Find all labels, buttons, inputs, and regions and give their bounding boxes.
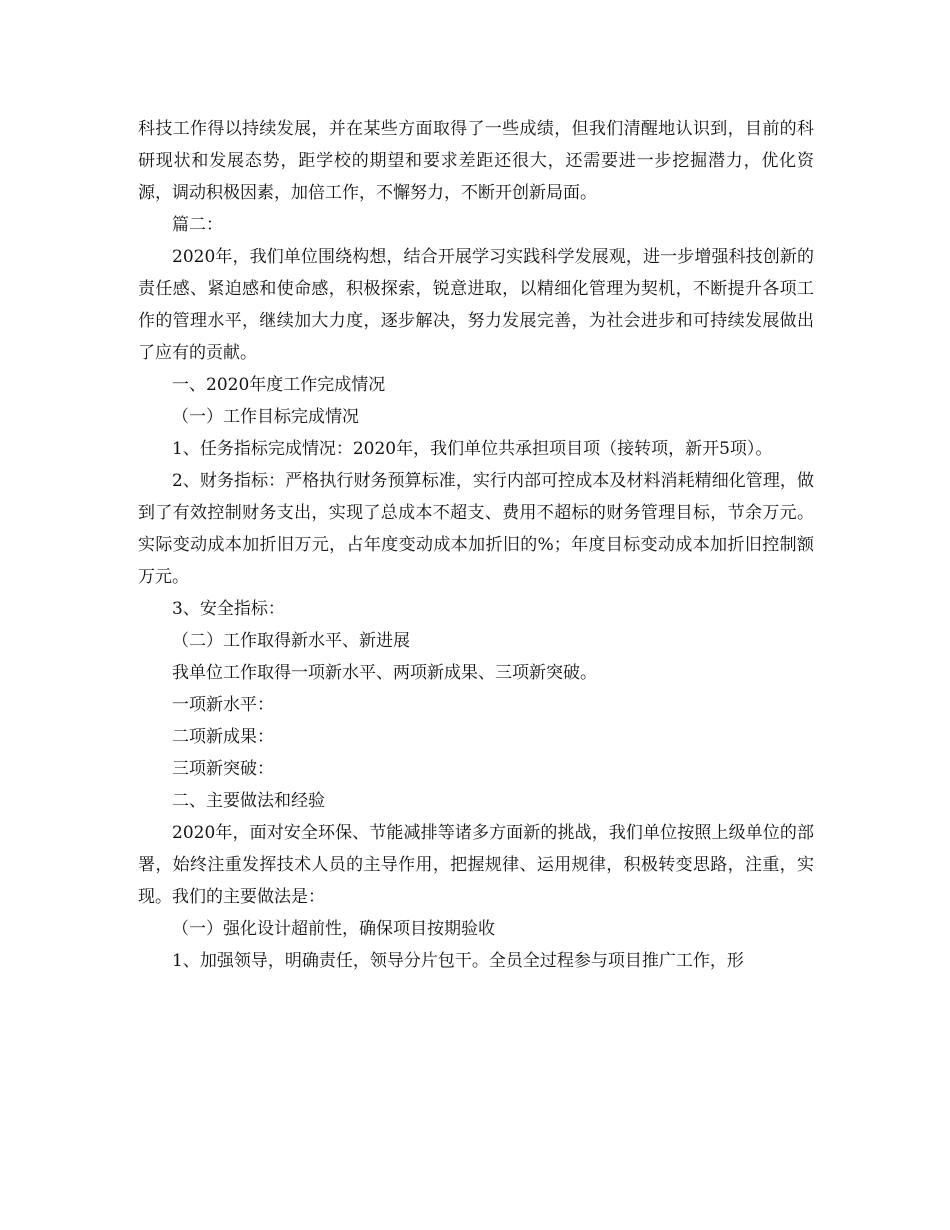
heading-practices: 二、主要做法和经验	[172, 791, 325, 811]
paragraph-intro: 2020年，我们单位围绕构想，结合开展学习实践科学发展观，进一步增强科技创新的责任感、紧迫感和使命感，积极探索，锐意进取，以精细化管理为契机，不断提升各项工作的管理水平，继续加大力度，逐步解决，努力发展完善，为社会进步和可持续发展做出了应有的贡献。	[138, 247, 814, 363]
subheading-new-progress: （二）工作取得新水平、新进展	[172, 631, 410, 651]
label-new-breakthroughs: 三项新突破：	[172, 759, 274, 779]
document-body	[138, 113, 814, 977]
subheading-work-goals: （一）工作目标完成情况	[172, 407, 359, 427]
paragraph-continuation: 科技工作得以持续发展，并在某些方面取得了一些成绩，但我们清醒地认识到，目前的科研现状和发展态势，距学校的期望和要求差距还很大，还需要进一步挖掘潜力，优化资源，调动积极因素，加倍工作，不懈努力，不断开创新局面。	[138, 119, 814, 203]
paragraph-practices: 2020年，面对安全环保、节能减排等诸多方面新的挑战，我们单位按照上级单位的部署，始终注重发挥技术人员的主导作用，把握规律、运用规律，积极转变思路，注重，实现。我们的主要做法是：	[138, 823, 814, 907]
item-safety-indicators: 3、安全指标：	[172, 599, 285, 619]
item-financial-indicators: 2、财务指标：严格执行财务预算标准，实行内部可控成本及材料消耗精细化管理，做到了有效控制财务支出，实现了总成本不超支、费用不超标的财务管理目标，节余万元。实际变动成本加折旧万元，占年度变动成本加折旧的%；年度目标变动成本加折旧控制额万元。	[138, 471, 814, 587]
paragraph-summary: 我单位工作取得一项新水平、两项新成果、三项新突破。	[172, 663, 597, 683]
item-task-indicators: 1、任务指标完成情况：2020年，我们单位共承担项目项（接转项，新开5项）。	[172, 439, 773, 459]
subheading-design: （一）强化设计超前性，确保项目按期验收	[172, 919, 495, 939]
section-label: 篇二：	[172, 215, 223, 235]
item-leadership: 1、加强领导，明确责任，领导分片包干。全员全过程参与项目推广工作，形	[172, 951, 744, 971]
label-new-results: 二项新成果：	[172, 727, 274, 747]
label-new-level: 一项新水平：	[172, 695, 274, 715]
heading-work-completion: 一、2020年度工作完成情况	[172, 375, 386, 395]
